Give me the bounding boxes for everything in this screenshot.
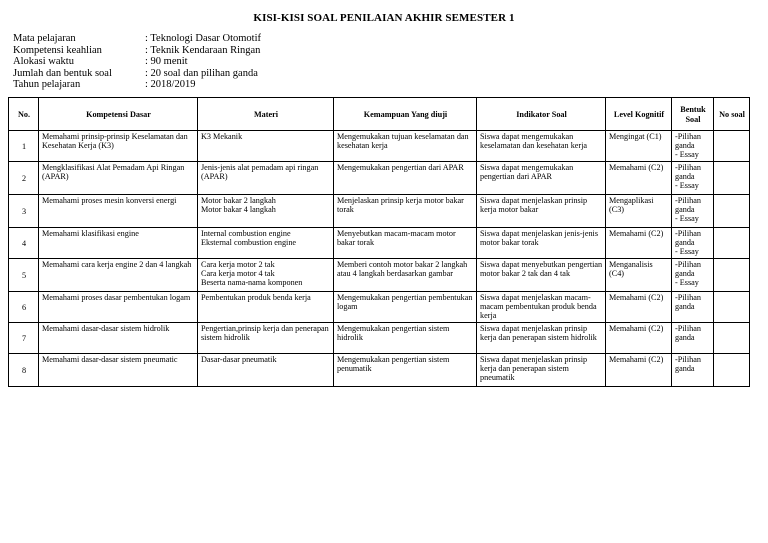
cell-indikator: Siswa dapat menyebutkan pengertian motor bakar 2 tak dan 4 tak — [477, 259, 606, 292]
kisi-kisi-table — [8, 97, 750, 387]
meta-row-competency — [13, 45, 261, 57]
cell-indikator: Siswa dapat mengemukakan keselamatan dan kesehatan kerja — [477, 131, 606, 162]
cell-kemampuan: Memberi contoh motor bakar 2 langkah atau 4 langkah berdasarkan gambar — [334, 259, 477, 292]
cell-materi — [198, 292, 334, 323]
cell-no: 3 — [9, 195, 39, 228]
materi-line: Pengertian,prinsip kerja dan penerapan sistem hidrolik — [201, 324, 329, 343]
meta-label: Mata pelajaran — [13, 33, 76, 44]
meta-info — [13, 33, 261, 91]
cell-level: Memahami (C2) — [606, 292, 672, 323]
meta-label: Kompetensi keahlian — [13, 44, 102, 56]
materi-line: Cara kerja motor 2 tak — [201, 260, 275, 269]
meta-value: : Teknologi Dasar Otomotif — [145, 33, 262, 44]
cell-kompetensi: Memahami prinsip-prinsip Keselamatan dan Kesehatan Kerja (K3) — [39, 131, 198, 162]
cell-materi — [198, 323, 334, 354]
cell-level: Memahami (C2) — [606, 162, 672, 195]
meta-value: : 20 soal dan pilihan ganda — [145, 67, 258, 79]
meta-label: Tahun pelajaran — [13, 79, 81, 91]
materi-line: Jenis-jenis alat pemadam api ringan (APAR) — [201, 163, 319, 182]
cell-indikator: Siswa dapat menjelaskan prinsip kerja dan penerapan sistem pneumatik — [477, 354, 606, 387]
cell-no: 8 — [9, 354, 39, 387]
cell-indikator: Siswa dapat menjelaskan prinsip kerja dan penerapan sistem hidrolik — [477, 323, 606, 354]
meta-value: : 2018/2019 — [145, 79, 196, 91]
cell-indikator: Siswa dapat menjelaskan prinsip kerja motor bakar — [477, 195, 606, 228]
cell-level: Mengingat (C1) — [606, 131, 672, 162]
cell-indikator: Siswa dapat menjelaskan macam-macam pembentukan produk benda kerja — [477, 292, 606, 323]
materi-line: Cara kerja motor 4 tak — [201, 269, 275, 279]
bentuk-line: -Pilihan ganda — [675, 132, 701, 151]
materi-line: Dasar-dasar pneumatik — [201, 355, 277, 364]
meta-value: : 90 menit — [145, 56, 188, 68]
cell-no: 6 — [9, 292, 39, 323]
cell-materi — [198, 228, 334, 259]
cell-level: Memahami (C2) — [606, 354, 672, 387]
header-kompetensi: Kompetensi Dasar — [39, 98, 198, 131]
cell-kemampuan: Mengemukakan pengertian sistem hidrolik — [334, 323, 477, 354]
header-level: Level Kognitif — [606, 98, 672, 131]
cell-level: Memahami (C2) — [606, 228, 672, 259]
meta-row-year — [13, 79, 261, 91]
meta-row-subject — [13, 33, 261, 45]
cell-kompetensi: Memahami dasar-dasar sistem hidrolik — [39, 323, 198, 354]
cell-no: 1 — [9, 131, 39, 162]
cell-no: 7 — [9, 323, 39, 354]
bentuk-line: -Pilihan ganda — [675, 324, 701, 343]
materi-line: Internal combustion engine — [201, 229, 291, 238]
cell-indikator: Siswa dapat menjelaskan jenis-jenis motor bakar torak — [477, 228, 606, 259]
bentuk-line: - Essay — [675, 214, 699, 224]
bentuk-line: -Pilihan ganda — [675, 163, 701, 182]
cell-kompetensi: Memahami cara kerja engine 2 dan 4 langkah — [39, 259, 198, 292]
bentuk-line: -Pilihan ganda — [675, 229, 701, 248]
cell-bentuk — [672, 292, 714, 323]
materi-line: Pembentukan produk benda kerja — [201, 293, 311, 302]
cell-kompetensi: Memahami proses dasar pembentukan logam — [39, 292, 198, 323]
cell-kemampuan: Menyebutkan macam-macam motor bakar torak — [334, 228, 477, 259]
cell-bentuk — [672, 323, 714, 354]
table-row — [9, 228, 750, 259]
bentuk-line: - Essay — [675, 247, 699, 257]
materi-line: Beserta nama-nama komponen — [201, 278, 303, 288]
bentuk-line: - Essay — [675, 150, 699, 160]
document-title: KISI-KISI SOAL PENILAIAN AKHIR SEMESTER 1 — [253, 12, 515, 24]
cell-nosoal — [714, 195, 750, 228]
table-header-row — [9, 98, 750, 131]
table-row — [9, 354, 750, 387]
cell-kemampuan: Mengemukakan pengertian dari APAR — [334, 162, 477, 195]
cell-no: 5 — [9, 259, 39, 292]
materi-line: Motor bakar 2 langkah — [201, 196, 276, 205]
table-row — [9, 131, 750, 162]
meta-value: : Teknik Kendaraan Ringan — [145, 44, 261, 56]
cell-nosoal — [714, 131, 750, 162]
meta-row-time — [13, 56, 261, 68]
bentuk-line: -Pilihan ganda — [675, 260, 701, 279]
header-bentuk: Bentuk Soal — [672, 98, 714, 131]
cell-nosoal — [714, 228, 750, 259]
meta-label: Alokasi waktu — [13, 56, 74, 68]
meta-label: Jumlah dan bentuk soal — [13, 67, 112, 79]
cell-no: 2 — [9, 162, 39, 195]
cell-nosoal — [714, 162, 750, 195]
cell-materi — [198, 354, 334, 387]
cell-materi — [198, 195, 334, 228]
cell-indikator: Siswa dapat mengemukakan pengertian dari APAR — [477, 162, 606, 195]
cell-kemampuan: Mengemukakan pengertian pembentukan logam — [334, 292, 477, 323]
cell-nosoal — [714, 354, 750, 387]
bentuk-line: -Pilihan ganda — [675, 293, 701, 312]
header-kemampuan: Kemampuan Yang diuji — [334, 98, 477, 131]
cell-kompetensi: Memahami klasifikasi engine — [39, 228, 198, 259]
cell-kompetensi: Mengklasifikasi Alat Pemadam Api Ringan (APAR) — [39, 162, 198, 195]
cell-level: Mengaplikasi (C3) — [606, 195, 672, 228]
cell-kemampuan: Menjelaskan prinsip kerja motor bakar torak — [334, 195, 477, 228]
cell-no: 4 — [9, 228, 39, 259]
materi-line: Motor bakar 4 langkah — [201, 205, 276, 215]
bentuk-line: -Pilihan ganda — [675, 355, 701, 374]
materi-line: Eksternal combustion engine — [201, 238, 297, 248]
materi-line: K3 Mekanik — [201, 132, 243, 141]
cell-kompetensi: Memahami dasar-dasar sistem pneumatic — [39, 354, 198, 387]
cell-materi — [198, 162, 334, 195]
bentuk-line: - Essay — [675, 278, 699, 288]
header-materi: Materi — [198, 98, 334, 131]
cell-materi — [198, 131, 334, 162]
header-no: No. — [9, 98, 39, 131]
cell-level: Memahami (C2) — [606, 323, 672, 354]
cell-bentuk — [672, 162, 714, 195]
cell-nosoal — [714, 292, 750, 323]
cell-kompetensi: Memahami proses mesin konversi energi — [39, 195, 198, 228]
bentuk-line: - Essay — [675, 181, 699, 191]
table-row — [9, 259, 750, 292]
cell-bentuk — [672, 259, 714, 292]
cell-materi — [198, 259, 334, 292]
table-row — [9, 323, 750, 354]
cell-bentuk — [672, 131, 714, 162]
cell-bentuk — [672, 354, 714, 387]
table-row — [9, 162, 750, 195]
table-row — [9, 195, 750, 228]
table-row — [9, 292, 750, 323]
header-nosoal: No soal — [714, 98, 750, 131]
cell-kemampuan: Mengemukakan pengertian sistem penumatik — [334, 354, 477, 387]
bentuk-line: -Pilihan ganda — [675, 196, 701, 215]
cell-nosoal — [714, 259, 750, 292]
meta-row-count — [13, 68, 261, 80]
cell-level: Menganalisis (C4) — [606, 259, 672, 292]
cell-bentuk — [672, 228, 714, 259]
cell-nosoal — [714, 323, 750, 354]
cell-bentuk — [672, 195, 714, 228]
header-indikator: Indikator Soal — [477, 98, 606, 131]
cell-kemampuan: Mengemukakan tujuan keselamatan dan kesehatan kerja — [334, 131, 477, 162]
